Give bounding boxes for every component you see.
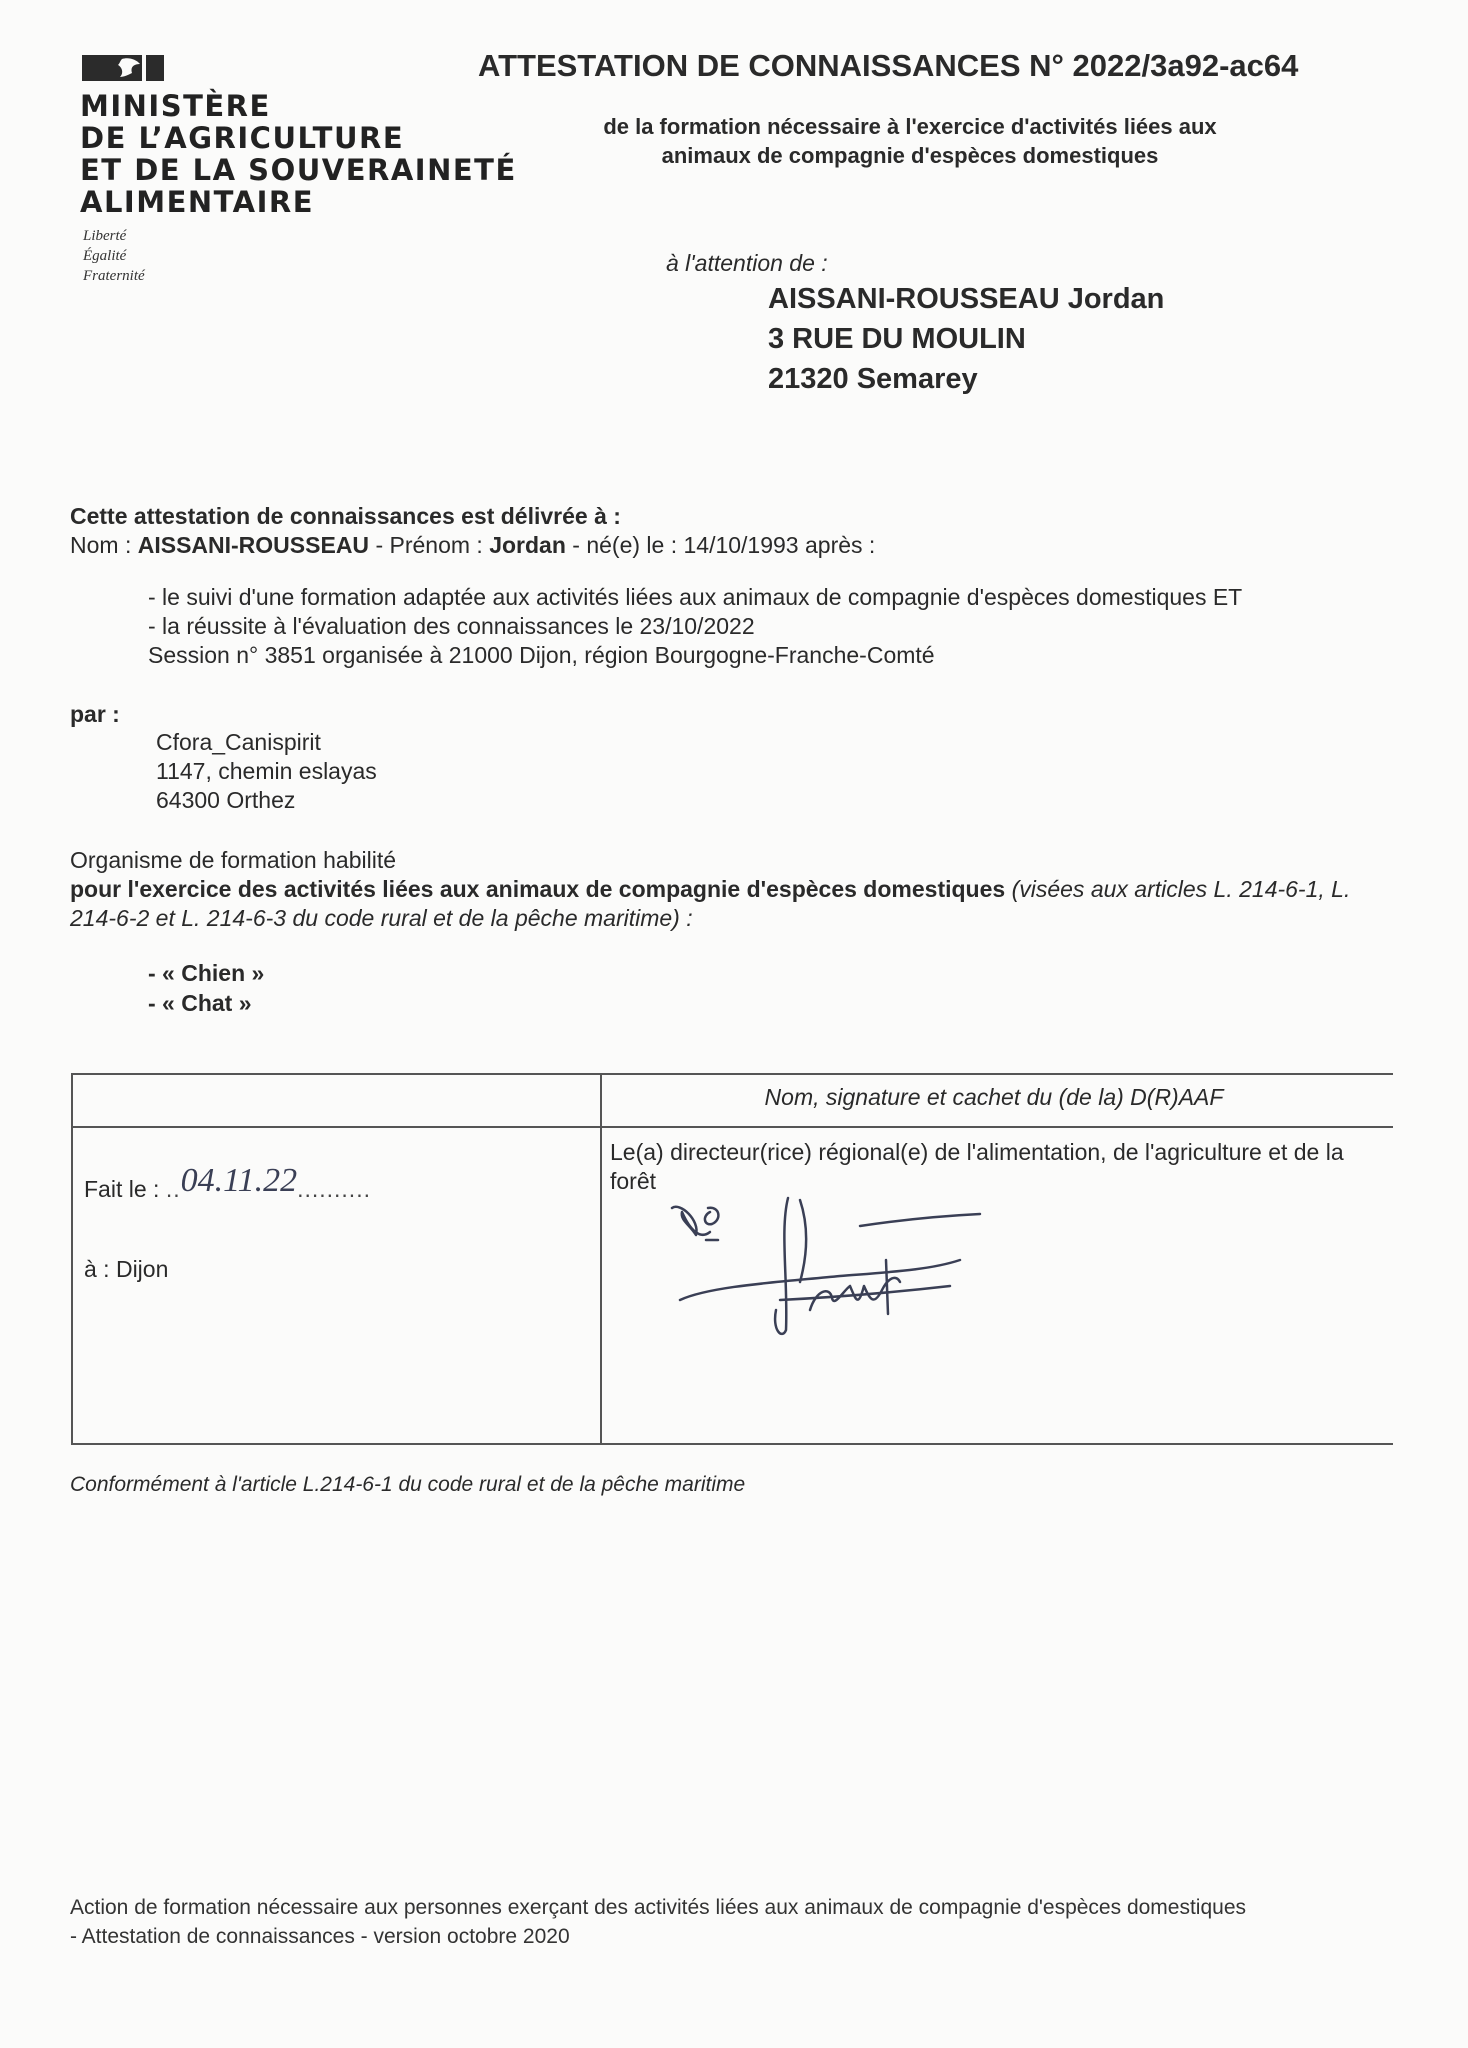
document-footer xyxy=(70,1893,1410,1951)
republic-motto xyxy=(83,226,145,286)
ministry-line: ALIMENTAIRE xyxy=(80,185,315,219)
document-subtitle xyxy=(540,112,1280,170)
org-name: Cfora_Canispirit xyxy=(156,729,321,755)
recipient-address xyxy=(768,279,1164,399)
holder-identity-line xyxy=(70,531,875,560)
issue-date-field: Fait le : ..04.11.22.......... xyxy=(84,1162,371,1202)
birth-date-text: - né(e) le : 14/10/1993 après : xyxy=(572,532,876,558)
attention-label: à l'attention de : xyxy=(666,250,828,276)
motto-line: Fraternité xyxy=(83,268,145,284)
fait-label: Fait le : xyxy=(84,1176,160,1202)
marianne-logo-icon xyxy=(82,55,164,81)
recipient-street: 3 RUE DU MOULIN xyxy=(768,323,1026,355)
ministry-line: ET DE LA SOUVERAINETÉ xyxy=(80,153,517,187)
org-street: 1147, chemin eslayas xyxy=(156,758,377,784)
issue-place: à : Dijon xyxy=(84,1256,169,1282)
motto-line: Égalité xyxy=(83,248,127,264)
table-divider xyxy=(71,1126,1393,1128)
recipient-city: 21320 Semarey xyxy=(768,363,978,395)
scope-bold: pour l'exercice des activités liées aux animaux de compagnie d'espèces domestiques xyxy=(70,876,1006,902)
footer-line: Action de formation nécessaire aux personnes exerçant des activités liées aux animaux de compagnie d'espèces domestiques xyxy=(70,1896,1247,1919)
table-divider xyxy=(600,1073,602,1445)
holder-surname: AISSANI-ROUSSEAU xyxy=(137,532,370,558)
ministry-name xyxy=(80,89,517,219)
footer-line: - Attestation de connaissances - version octobre 2020 xyxy=(70,1925,570,1948)
subtitle-line: animaux de compagnie d'espèces domestiques xyxy=(661,143,1159,168)
activities-scope xyxy=(70,875,1390,933)
org-city: 64300 Orthez xyxy=(156,787,296,813)
species-item: - « Chat » xyxy=(148,990,252,1016)
ministry-line: MINISTÈRE xyxy=(80,89,271,123)
par-label: par : xyxy=(70,701,120,727)
ministry-line: DE L’AGRICULTURE xyxy=(80,121,405,155)
habilitation-text: Organisme de formation habilité xyxy=(70,847,396,873)
species-item: - « Chien » xyxy=(148,960,265,986)
prenom-label: - Prénom : xyxy=(375,532,483,558)
director-title: Le(a) directeur(rice) régional(e) de l'alimentation, de l'agriculture et de la forêt xyxy=(610,1139,1344,1194)
delivered-heading: Cette attestation de connaissances est délivrée à : xyxy=(70,503,621,529)
condition-item: - le suivi d'une formation adaptée aux activités liées aux animaux de compagnie d'espèces domestiques ET xyxy=(148,584,1243,610)
session-info: Session n° 3851 organisée à 21000 Dijon, région Bourgogne-Franche-Comté xyxy=(148,642,935,668)
document-title: ATTESTATION DE CONNAISSANCES N° 2022/3a92-ac64 xyxy=(478,48,1299,83)
signature-column-header: Nom, signature et cachet du (de la) D(R)AAF xyxy=(764,1084,1224,1110)
handwritten-signature-icon xyxy=(660,1190,1020,1340)
legal-reference: Conformément à l'article L.214-6-1 du code rural et de la pêche maritime xyxy=(70,1473,746,1496)
condition-item: - la réussite à l'évaluation des connaissances le 23/10/2022 xyxy=(148,613,755,639)
handwritten-date: 04.11.22 xyxy=(180,1162,298,1199)
scope-articles: (visées aux articles L. 214-6-1, L. 214-6-2 et L. 214-6-3 du code rural et de la pêche maritime) : xyxy=(70,876,1351,931)
recipient-name: AISSANI-ROUSSEAU Jordan xyxy=(768,283,1165,315)
species-list xyxy=(148,958,264,1018)
motto-line: Liberté xyxy=(83,228,127,244)
conditions-list xyxy=(148,583,1242,670)
subtitle-line: de la formation nécessaire à l'exercice d'activités liées aux xyxy=(603,114,1217,139)
holder-firstname: Jordan xyxy=(489,532,566,558)
training-organisation xyxy=(156,728,377,815)
nom-label: Nom : xyxy=(70,532,132,558)
